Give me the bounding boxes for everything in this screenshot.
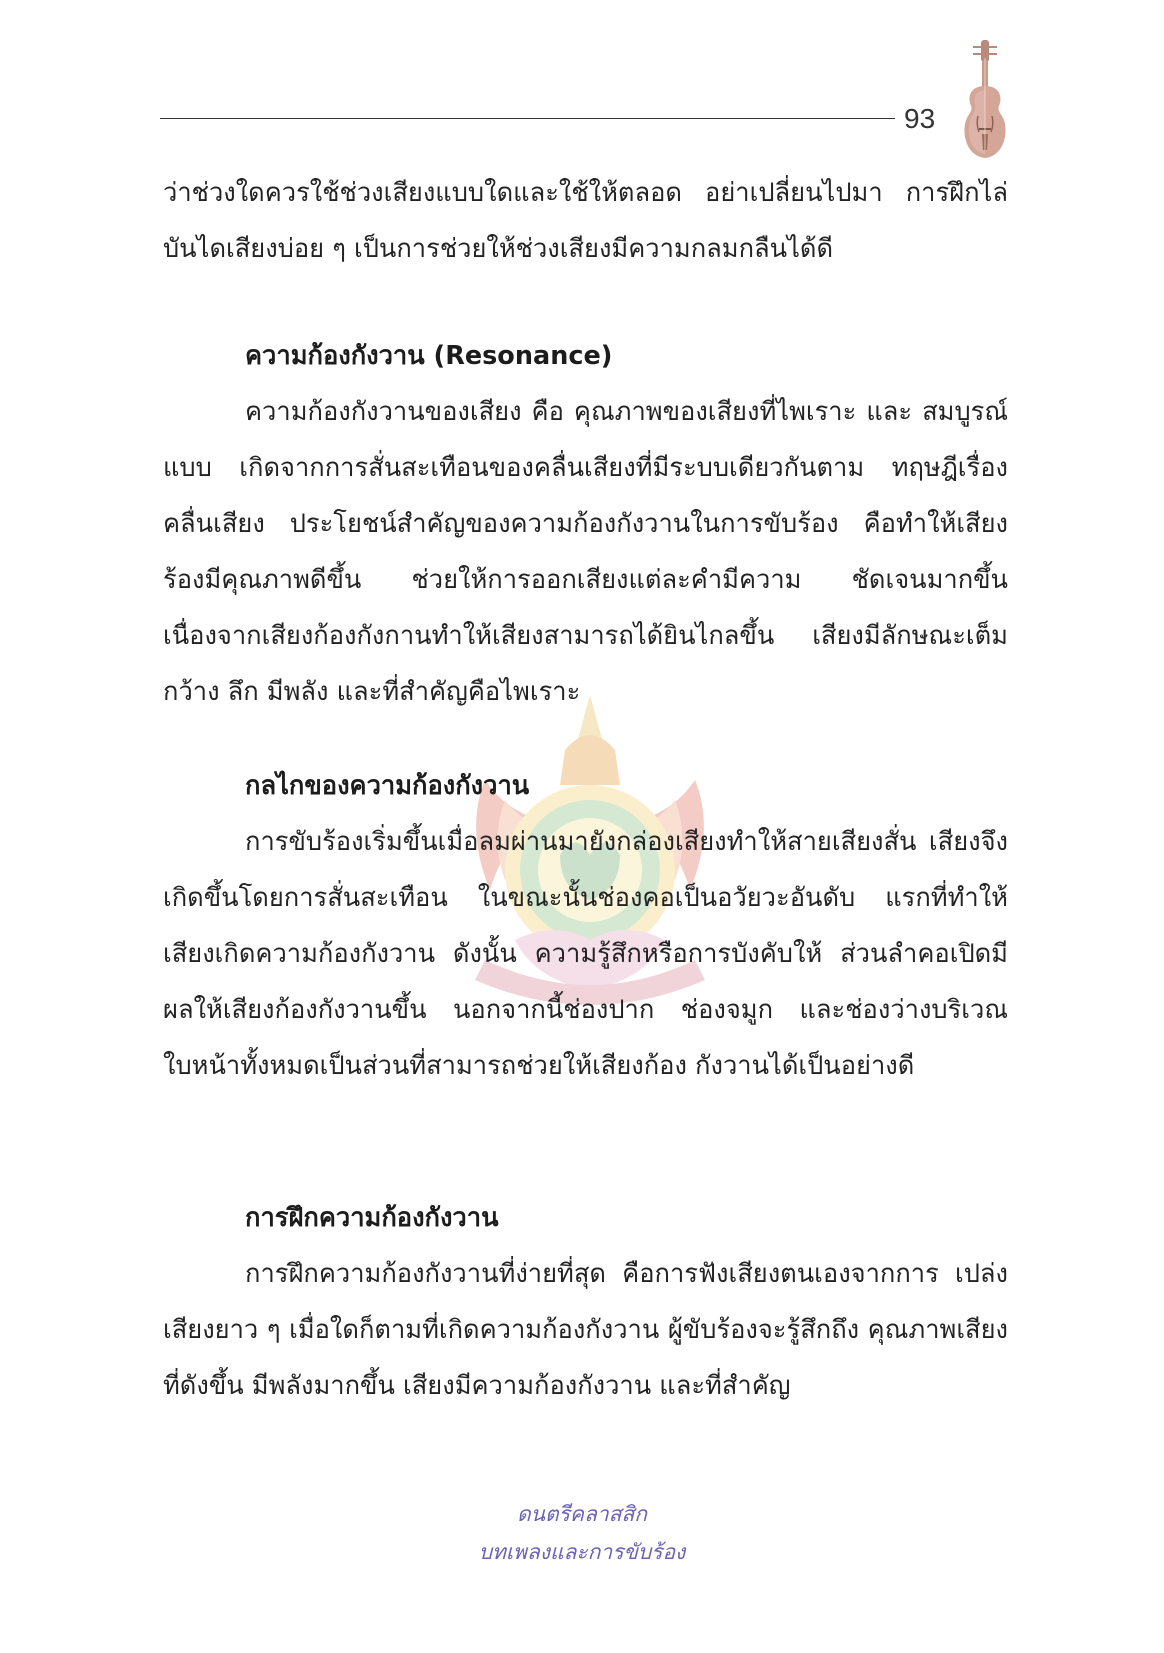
violin-icon	[955, 38, 1015, 163]
page-number: 93	[904, 103, 936, 134]
body-text	[163, 165, 1008, 277]
section-heading: ความก้องกังวาน (Resonance)	[245, 341, 613, 371]
footer-book-subtitle: บทเพลงและการขับร้อง	[478, 1540, 686, 1564]
intro-paragraph: ว่าช่วงใดควรใช้ช่วงเสียงแบบใดและใช้ให้ตลอด อย่าเปลี่ยนไปมา การฝึกไล่บันไดเสียงบ่อย ๆ เป็นการช่วยให้ช่วงเสียงมีความกลมกลืนได้ดี	[163, 178, 1008, 264]
header-rule	[160, 118, 895, 119]
section-heading: กลไกของความก้องกังวาน	[245, 771, 530, 801]
section-practice	[163, 1190, 1008, 1414]
section-paragraph: ความก้องกังวานของเสียง คือ คุณภาพของเสียงที่ไพเราะ และ สมบูรณ์แบบ เกิดจากการสั่นสะเทือนของคลื่นเสียงที่มีระบบเดียวกันตาม ทฤษฎีเรื่องคลื่นเสียง ประโยชน์สำคัญของความก้องกังวานในการขับร้อง คือทำให้เสียงร้องมีคุณภาพดีขึ้น ช่วยให้การออกเสียงแต่ละคำมีความ ชัดเจนมากขึ้น เนื่องจากเสียงก้องกังกานทำให้เสียงสามารถได้ยินไกลขึ้น เสียงมีลักษณะเต็มกว้าง ลึก มีพลัง และที่สำคัญคือไพเราะ	[163, 397, 1008, 707]
section-resonance	[163, 328, 1008, 720]
section-paragraph: การฝึกความก้องกังวานที่ง่ายที่สุด คือการฟังเสียงตนเองจากการ เปล่งเสียงยาว ๆ เมื่อใดก็ตามที่เกิดความก้องกังวาน ผู้ขับร้องจะรู้สึกถึง คุณภาพเสียงที่ดังขึ้น มีพลังมากขึ้น เสียงมีความก้องกังวาน และที่สำคัญ	[163, 1259, 1008, 1401]
section-heading: การฝึกความก้องกังวาน	[245, 1203, 499, 1233]
section-mechanism	[163, 758, 1008, 1094]
section-paragraph: การขับร้องเริ่มขึ้นเมื่อลมผ่านมายังกล่องเสียงทำให้สายเสียงสั่น เสียงจึงเกิดขึ้นโดยการสั่นสะเทือน ในขณะนั้นช่องคอเป็นอวัยวะอันดับ แรกที่ทำให้เสียงเกิดความก้องกังวาน ดังนั้น ความรู้สึกหรือการบังคับให้ ส่วนลำคอเปิดมีผลให้เสียงก้องกังวานขึ้น นอกจากนี้ช่องปาก ช่องจมูก และช่องว่างบริเวณใบหน้าทั้งหมดเป็นส่วนที่สามารถช่วยให้เสียงก้อง กังวานได้เป็นอย่างดี	[163, 827, 1008, 1081]
footer-book-title: ดนตรีคลาสสิก	[517, 1502, 647, 1526]
